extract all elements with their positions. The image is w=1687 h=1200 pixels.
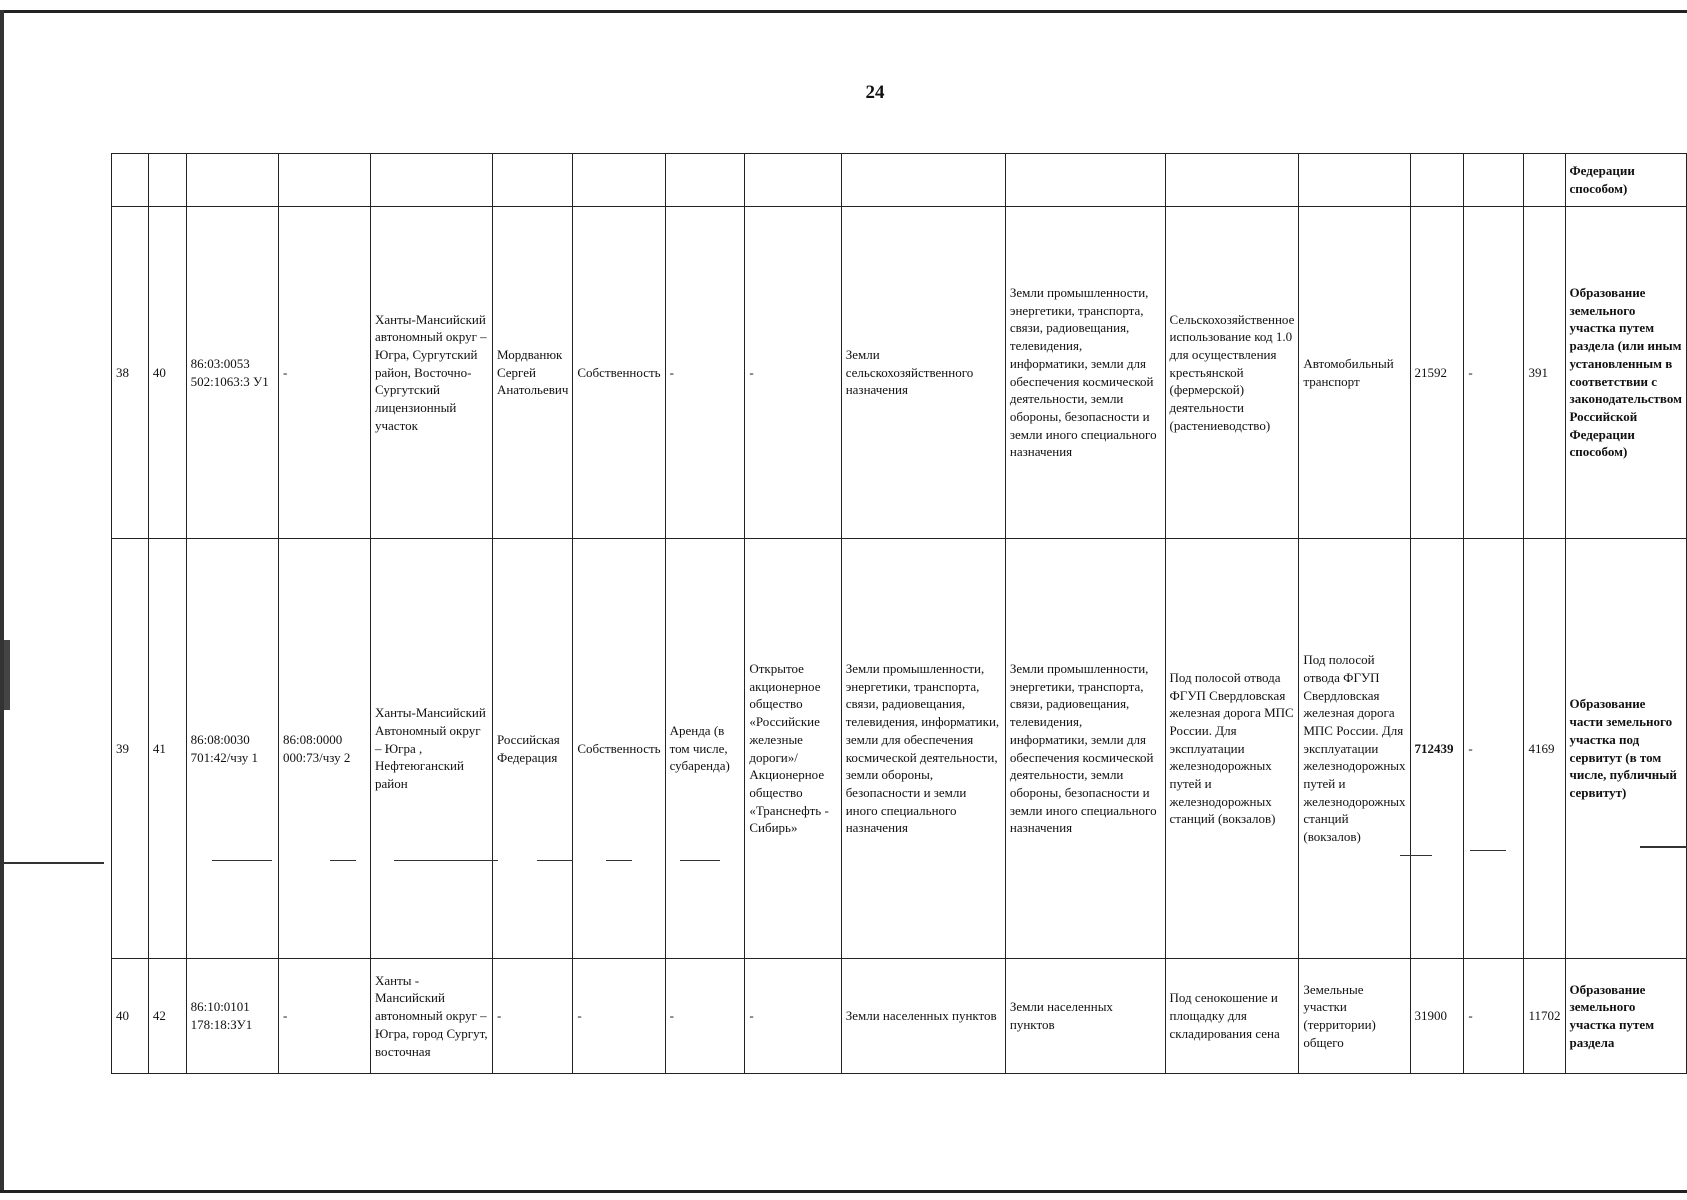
table-cell-right-type: - [573, 959, 665, 1074]
table-cell-method: Образование земельного участка путем раздела (или иным установленным в соответствии с законодательством Российской Федерации способом) [1565, 207, 1686, 539]
table-cell-permitted-use: Под полосой отвода ФГУП Свердловская железная дорога МПС России. Для эксплуатации железнодорожных путей и железнодорожных станций (вокзалов) [1165, 539, 1299, 959]
table-cell-area: 712439 [1410, 539, 1464, 959]
table-cell-area-part: 391 [1524, 207, 1565, 539]
table-cell [841, 154, 1005, 207]
table-cell-item-number: 41 [148, 539, 186, 959]
table-cell-area-part: 11702 [1524, 959, 1565, 1074]
table-cell-dash: - [1464, 207, 1524, 539]
table-cell-source-plot: 86:08:0000 000:73/чзу 2 [279, 539, 371, 959]
table-cell-new-permitted-use: Земельные участки (территории) общего [1299, 959, 1410, 1074]
table-cell-land-category: Земли промышленности, энергетики, транспорта, связи, радиовещания, телевидения, информатики, земли для обеспечения космической деятельности, земли обороны, безопасности и земли иного специального назначения [841, 539, 1005, 959]
scan-border-top [0, 10, 1687, 13]
table-row [112, 154, 1687, 207]
table-cell-source-plot: - [279, 959, 371, 1074]
table-cell-item-number: 42 [148, 959, 186, 1074]
table-cell-right-type: Собственность [573, 539, 665, 959]
table-cell-permitted-use: Под сенокошение и площадку для складирования сена [1165, 959, 1299, 1074]
table-cell-item-number: 40 [148, 207, 186, 539]
table-cell [1410, 154, 1464, 207]
table-cell-location: Ханты-Мансийский автономный округ – Югра, Сургутский район, Восточно-Сургутский лицензионный участок [371, 207, 493, 539]
table-cell-new-land-category: Земли промышленности, энергетики, транспорта, связи, радиовещания, телевидения, информатики, земли для обеспечения космической деятельности, земли обороны, безопасности и земли иного специального назначения [1005, 207, 1165, 539]
table-cell-right-type: Собственность [573, 207, 665, 539]
table-cell [1165, 154, 1299, 207]
table-cell-owner: Российская Федерация [492, 539, 572, 959]
table-cell-cadastral-number: 86:03:0053 502:1063:3 У1 [186, 207, 278, 539]
table-cell-location: Ханты-Мансийский Автономный округ – Югра , Нефтеюганский район [371, 539, 493, 959]
table-cell-encumbrance: - [665, 207, 745, 539]
table-cell [1464, 154, 1524, 207]
table-cell-method: Федерации способом) [1565, 154, 1686, 207]
table-cell-new-permitted-use: Автомобильный транспорт [1299, 207, 1410, 539]
table-cell-dash: - [1464, 539, 1524, 959]
scan-stroke [212, 860, 272, 861]
table-cell [112, 154, 149, 207]
table-cell-new-land-category: Земли промышленности, энергетики, транспорта, связи, радиовещания, телевидения, информатики, земли для обеспечения космической деятельности, земли обороны, безопасности и земли иного специального назначения [1005, 539, 1165, 959]
scan-stroke [330, 860, 356, 861]
table-cell-cadastral-number: 86:10:0101 178:18:ЗУ1 [186, 959, 278, 1074]
table-cell-row-number: 38 [112, 207, 149, 539]
scan-stroke [606, 860, 632, 861]
table-cell [148, 154, 186, 207]
table-cell-encumbrance: Аренда (в том числе, субаренда) [665, 539, 745, 959]
table-cell-rightholder: - [745, 959, 841, 1074]
scan-stroke [537, 860, 573, 861]
table-cell-encumbrance: - [665, 959, 745, 1074]
table-cell-owner: Мордванюк Сергей Анатольевич [492, 207, 572, 539]
table-cell-row-number: 39 [112, 539, 149, 959]
table-cell-source-plot: - [279, 207, 371, 539]
scan-stroke [4, 862, 104, 864]
scan-stroke [1640, 846, 1687, 848]
table-cell [186, 154, 278, 207]
table-cell-land-category: Земли населенных пунктов [841, 959, 1005, 1074]
table-row [112, 207, 1687, 539]
table-cell [665, 154, 745, 207]
table-cell-area: 21592 [1410, 207, 1464, 539]
table-cell-cadastral-number: 86:08:0030 701:42/чзу 1 [186, 539, 278, 959]
table-cell [1005, 154, 1165, 207]
table-cell [1299, 154, 1410, 207]
table-cell [279, 154, 371, 207]
scan-stroke [1400, 855, 1432, 856]
table-cell-owner: - [492, 959, 572, 1074]
page-number: 24 [865, 82, 885, 103]
table-cell [371, 154, 493, 207]
table-cell-permitted-use: Сельскохозяйственное использование код 1.0 для осуществления крестьянской (фермерской) деятельности (растениеводство) [1165, 207, 1299, 539]
table-cell-method: Образование части земельного участка под сервитут (в том числе, публичный сервитут) [1565, 539, 1686, 959]
table-cell-rightholder: Открытое акционерное общество «Российские железные дороги»/ Акционерное общество «Транснефть - Сибирь» [745, 539, 841, 959]
table-cell-land-category: Земли сельскохозяйственного назначения [841, 207, 1005, 539]
scan-stroke [394, 860, 498, 861]
table-row [112, 539, 1687, 959]
scan-speck [4, 640, 10, 710]
land-plots-table [111, 153, 1687, 1074]
table-cell-method: Образование земельного участка путем раздела [1565, 959, 1686, 1074]
scan-border-bottom [0, 1190, 1687, 1193]
table-cell-row-number: 40 [112, 959, 149, 1074]
scan-stroke [680, 860, 720, 861]
table-cell-new-permitted-use: Под полосой отвода ФГУП Свердловская железная дорога МПС России. Для эксплуатации железнодорожных путей и железнодорожных станций (вокзалов) [1299, 539, 1410, 959]
table-cell-area: 31900 [1410, 959, 1464, 1074]
scan-stroke [1470, 850, 1506, 851]
table-cell-area-part: 4169 [1524, 539, 1565, 959]
table-cell-location: Ханты - Мансийский автономный округ – Югра, город Сургут, восточная [371, 959, 493, 1074]
table-cell-rightholder: - [745, 207, 841, 539]
table-row [112, 959, 1687, 1074]
table-cell-new-land-category: Земли населенных пунктов [1005, 959, 1165, 1074]
table-cell [573, 154, 665, 207]
scan-border-left [0, 10, 4, 1190]
table-cell-dash: - [1464, 959, 1524, 1074]
table-cell [745, 154, 841, 207]
table-cell [492, 154, 572, 207]
table-cell [1524, 154, 1565, 207]
